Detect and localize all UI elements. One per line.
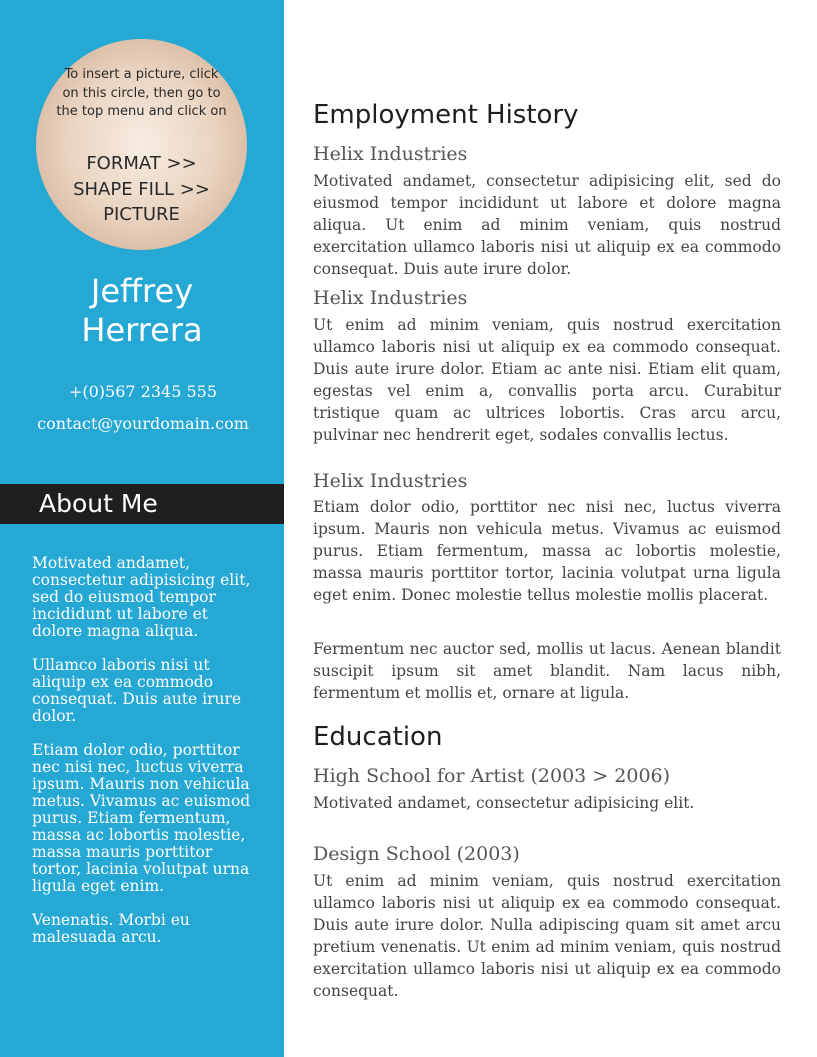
phone-number: +(0)567 2345 555 (68, 382, 218, 401)
education-description: Ut enim ad minim veniam, quis nostrud exercitation ullamco laboris nisi ut aliquip ex ea commodo consequat. Duis aute irure dolor. Nulla adipiscing quam sit amet arcu pretium venenatis. Ut enim ad minim veniam, quis nostrud exercitation ullamco laboris nisi ut aliquip ex ea commodo consequat. (313, 872, 781, 1000)
education-school: Design School (2003) (313, 843, 520, 865)
employment-description: Ut enim ad minim veniam, quis nostrud exercitation ullamco laboris nisi ut aliquip ex ea commodo consequat. Duis aute irure dolor. Etiam ac ante nisi. Etiam elit quam, egestas vel enim a, convallis porta arcu. Curabitur tristique quam ac ultrices lobortis. Cras arcu arcu, pulvinar nec hendrerit eget, sodales convallis lectus. (313, 316, 781, 444)
profile-name (0, 272, 284, 350)
last-name: Herrera (81, 311, 203, 349)
employment-company: Helix Industries (313, 143, 468, 165)
first-name: Jeffrey (90, 272, 194, 310)
employment-description: Etiam dolor odio, porttitor nec nisi nec, luctus viverra ipsum. Mauris non vehicula metus. Vivamus ac euismod purus. Etiam fermentum, massa ac lobortis molestie, massa mauris porttitor tortor, lacinia volutpat urna ligula eget enim. Donec molestie tellus molestie mollis placerat. (313, 498, 781, 604)
about-paragraph: Motivated andamet, consectetur adipisicing elit, sed do eiusmod tempor incididunt ut labore et dolore magna aliqua. (32, 554, 251, 640)
employment-company: Helix Industries (313, 287, 468, 309)
about-header-bar (0, 484, 284, 524)
about-paragraph: Venenatis. Morbi eu malesuada arcu. (32, 911, 190, 946)
photo-placeholder[interactable] (36, 39, 247, 250)
employment-description: Fermentum nec auctor sed, mollis ut lacus. Aenean blandit suscipit ipsum sit amet blandit. Nam lacus nibh, fermentum et mollis et, ornare at ligula. (313, 640, 781, 702)
employment-description: Motivated andamet, consectetur adipisicing elit, sed do eiusmod tempor incididunt ut labore et dolore magna aliqua. Ut enim ad minim veniam, quis nostrud exercitation ullamco laboris nisi ut aliquip ex ea commodo consequat. Duis aute irure dolor. (313, 172, 781, 278)
education-heading: Education (313, 722, 443, 752)
about-text (32, 555, 258, 963)
email-address: contact@yourdomain.com (37, 414, 249, 433)
employment-company: Helix Industries (313, 470, 468, 492)
sidebar (0, 0, 284, 1057)
about-paragraph: Ullamco laboris nisi ut aliquip ex ea commodo consequat. Duis aute irure dolor. (32, 656, 242, 725)
about-paragraph: Etiam dolor odio, porttitor nec nisi nec, luctus viverra ipsum. Mauris non vehicula metus. Vivamus ac euismod purus. Etiam fermentum, massa ac lobortis molestie, massa mauris porttitor tortor, lacinia volutpat urna ligula eget enim. (32, 741, 251, 895)
photo-action: FORMAT >> SHAPE FILL >> PICTURE (73, 153, 210, 225)
education-school: High School for Artist (2003 > 2006) (313, 765, 671, 787)
education-description: Motivated andamet, consectetur adipisicing elit. (313, 794, 695, 812)
photo-instruction: To insert a picture, click on this circle, then go to the top menu and click on (56, 67, 227, 119)
about-title: About Me (39, 489, 158, 518)
employment-heading: Employment History (313, 100, 579, 130)
